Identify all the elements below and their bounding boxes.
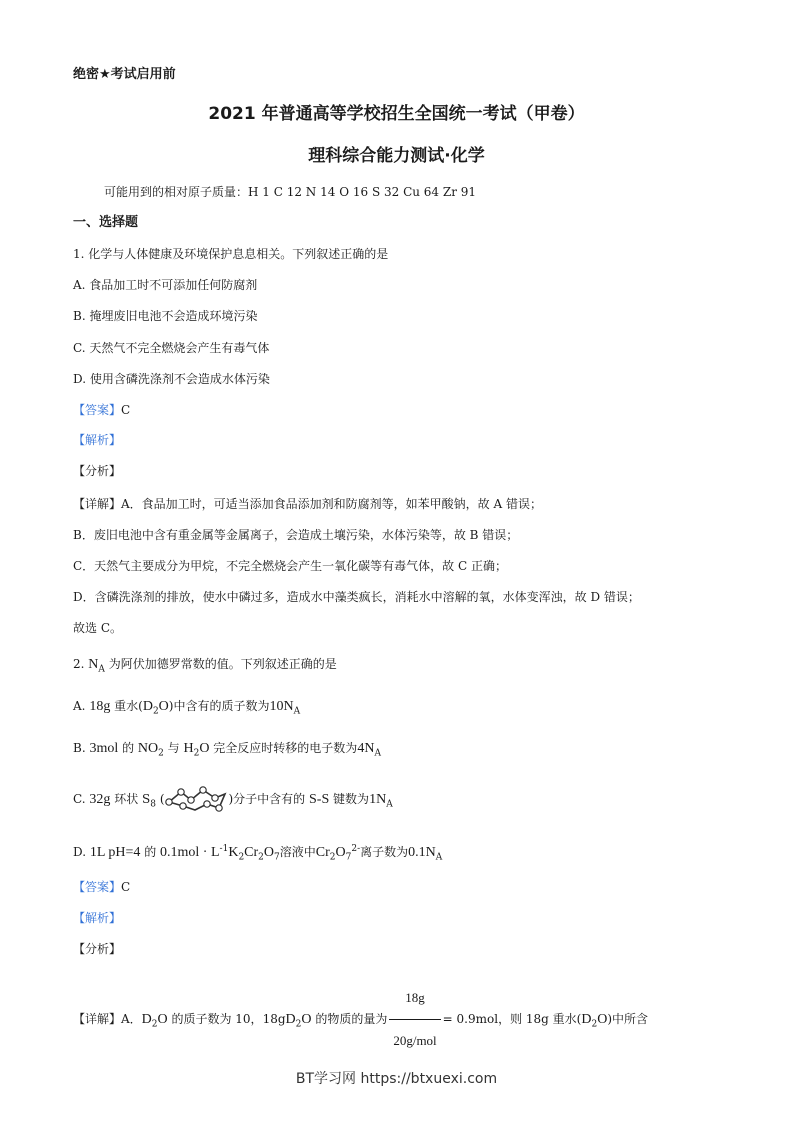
answer-value: C — [121, 403, 131, 417]
q1-answer — [73, 401, 130, 419]
q1-detail-d: D．含磷洗涤剂的排放，使水中磷过多，造成水中藻类疯长，消耗水中溶解的氧，水体变浑浊，故 D 错误； — [73, 590, 640, 604]
q1-jiexi: 【解析】 — [73, 433, 122, 447]
q2-detail-a: 【详解】A．$D_2O$ 的质子数为 10，$18gD_2O$ 的物质的量为 $\frac{18g}{\text{20g/mol}}$ = 0.9mol，则 18g 重水$(D_2O)$中所含 — [73, 978, 648, 1061]
q1-option-a: A. 食品加工时不可添加任何防腐剂 — [73, 278, 258, 292]
answer-label: 【答案】 — [73, 880, 122, 894]
q2-option-c: C. 32g 环状 $S_8$ ( )分子中含有的 S-S 键数为$1N_A$ — [73, 785, 393, 814]
q1-fenxi: 【分析】 — [73, 464, 122, 478]
secret-label: 绝密★考试启用前 — [73, 67, 176, 82]
q1-option-b: B. 掩埋废旧电池不会造成环境污染 — [73, 309, 258, 323]
q2-fenxi: 【分析】 — [73, 942, 122, 956]
q1-option-c: C. 天然气不完全燃烧会产生有毒气体 — [73, 341, 270, 355]
q2-jiexi: 【解析】 — [73, 911, 122, 925]
q2-option-b: B. 3mol 的 $NO_2$ 与 $H_2O$ 完全反应时转移的电子数为$4N_A$ — [73, 741, 381, 759]
mass-fraction: $\frac{18g}{\text{20g/mol}}$ — [389, 978, 440, 1061]
q2-option-d: D. 1L pH=4 的 $0.1mol \cdot L^{-1}K_2Cr_2O_7$溶液中$Cr_2O_7^{2-}$离子数为$0.1N_A$ — [73, 844, 443, 863]
answer-value: C — [121, 880, 131, 894]
exam-subtitle: 理科综合能力测试·化学 — [308, 146, 485, 166]
q2-option-a: A. 18g 重水$(D_2O)$中含有的质子数为$10N_A$ — [73, 699, 301, 717]
q2-stem: 2. $N_A$ 为阿伏加德罗常数的值。下列叙述正确的是 — [73, 657, 337, 675]
q1-detail-c: C．天然气主要成分为甲烷，不完全燃烧会产生一氧化碳等有毒气体，故 C 正确； — [73, 559, 507, 573]
section-heading: 一、选择题 — [73, 215, 139, 230]
q1-detail-b: B．废旧电池中含有重金属等金属离子，会造成土壤污染，水体污染等，故 B 错误； — [73, 528, 519, 542]
answer-label: 【答案】 — [73, 403, 122, 417]
exam-title: 2021 年普通高等学校招生全国统一考试（甲卷） — [208, 104, 585, 124]
s8-ring-structure-icon — [165, 786, 229, 814]
atomic-masses: 可能用到的相对原子质量：H 1 C 12 N 14 O 16 S 32 Cu 64 Zr 91 — [104, 185, 477, 199]
q1-detail-a: 【详解】A．食品加工时，可适当添加食品添加剂和防腐剂等，如苯甲酸钠，故 A 错误； — [73, 497, 542, 511]
q1-conclusion: 故选 C。 — [73, 621, 122, 635]
footer-watermark: BT学习网 https://btxuexi.com — [295, 1071, 498, 1087]
q1-option-d: D. 使用含磷洗涤剂不会造成水体污染 — [73, 372, 270, 386]
q2-answer — [73, 878, 130, 896]
q1-stem: 1. 化学与人体健康及环境保护息息相关。下列叙述正确的是 — [73, 247, 389, 261]
